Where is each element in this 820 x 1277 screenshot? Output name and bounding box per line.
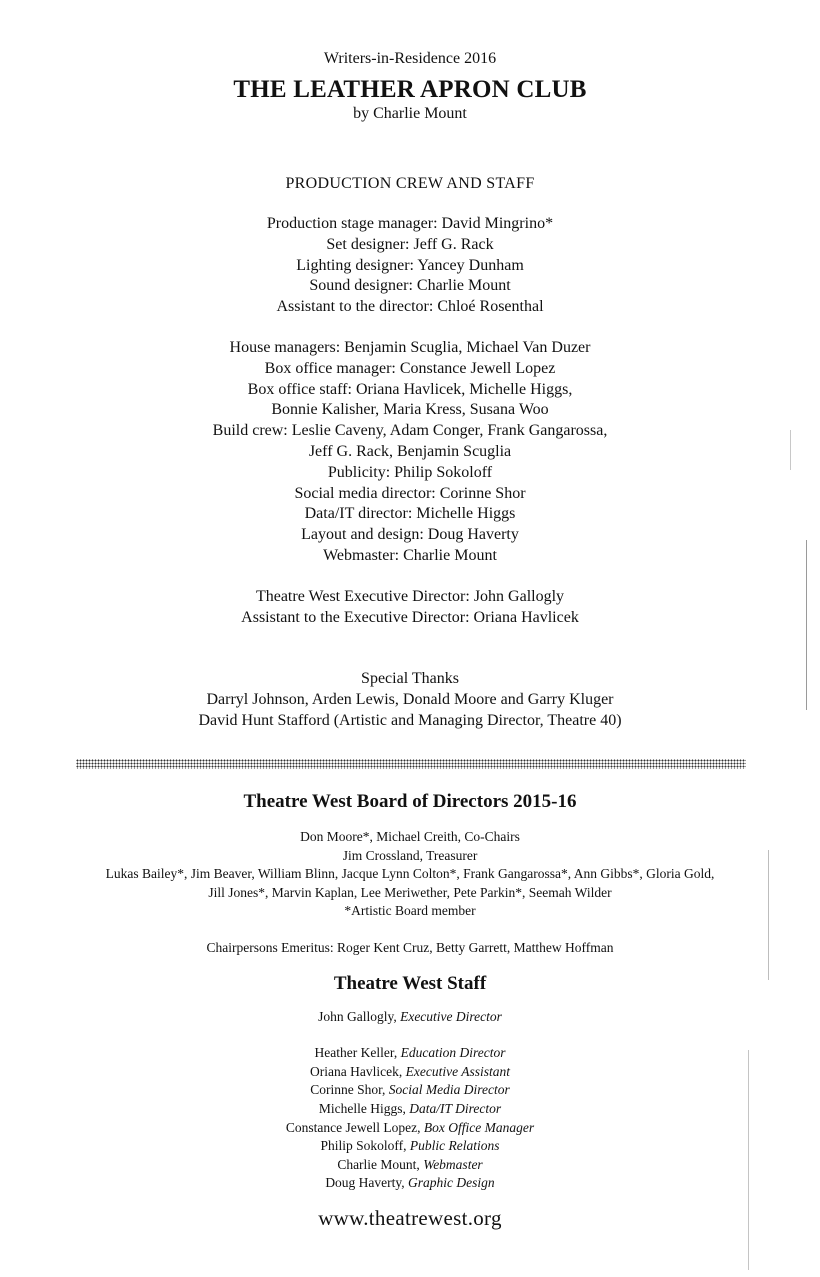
crew-line: Lighting designer: Yancey Dunham (296, 256, 524, 274)
crew-line: Assistant to the Executive Director: Oriana Havlicek (241, 608, 579, 626)
crew-line: Set designer: Jeff G. Rack (326, 235, 494, 253)
crew-line: Box office staff: Oriana Havlicek, Michelle Higgs, (247, 380, 573, 398)
scan-artifact (748, 1050, 749, 1270)
board-heading: Theatre West Board of Directors 2015-16 (243, 791, 577, 812)
staff-role: Executive Director (400, 1008, 502, 1024)
crew-line: Box office manager: Constance Jewell Lopez (264, 359, 556, 377)
chairpersons-emeritus: Chairpersons Emeritus: Roger Kent Cruz, Betty Garrett, Matthew Hoffman (206, 939, 614, 955)
play-title: THE LEATHER APRON CLUB (233, 76, 587, 103)
staff-member (0, 1119, 820, 1138)
staff-role: Graphic Design (408, 1175, 495, 1191)
crew-line: Production stage manager: David Mingrino* (266, 215, 554, 232)
staff-heading: Theatre West Staff (333, 972, 487, 994)
board-line: Jill Jones*, Marvin Kaplan, Lee Meriwether, Pete Parkin*, Seemah Wilder (208, 884, 612, 900)
staff-executive (0, 1008, 820, 1027)
crew-line: Assistant to the director: Chloé Rosenthal (276, 298, 544, 316)
staff-member (0, 1063, 820, 1082)
staff-member (0, 1044, 820, 1063)
production-crew-section (0, 174, 820, 732)
scan-artifact (806, 540, 807, 710)
crew-line: Layout and design: Doug Haverty (301, 526, 519, 544)
staff-name: Constance Jewell Lopez, (285, 1119, 424, 1135)
staff-member (0, 1081, 820, 1100)
crew-line: Bonnie Kalisher, Maria Kress, Susana Woo (271, 401, 549, 419)
board-line: Lukas Bailey*, Jim Beaver, William Blinn, Jacque Lynn Colton*, Frank Gangarossa*, Ann Gibbs*, Gloria Gold, (105, 866, 715, 882)
board-footnote: *Artistic Board member (344, 903, 476, 919)
crew-staff-group (0, 338, 820, 567)
thanks-heading: Special Thanks (361, 670, 459, 688)
board-line: Don Moore*, Michael Creith, Co-Chairs (300, 829, 520, 844)
play-byline: by Charlie Mount (353, 105, 467, 122)
crew-line: Data/IT director: Michelle Higgs (304, 505, 516, 523)
crew-line: Build crew: Leslie Caveny, Adam Conger, Frank Gangarossa, (212, 422, 608, 440)
crew-line: Sound designer: Charlie Mount (309, 277, 511, 295)
staff-role: Data/IT Director (409, 1100, 502, 1116)
staff-role: Webmaster (423, 1156, 483, 1172)
program-header (0, 49, 820, 123)
staff-role: Public Relations (409, 1138, 500, 1154)
scan-artifact (790, 430, 791, 470)
staff-list (0, 1044, 820, 1193)
crew-line: Webmaster: Charlie Mount (323, 546, 497, 564)
staff-name: Doug Haverty, (325, 1175, 409, 1191)
website-url: www.theatrewest.org (318, 1205, 502, 1230)
crew-line: Social media director: Corinne Shor (294, 484, 526, 502)
staff-role: Social Media Director (388, 1082, 510, 1098)
dotted-divider (76, 759, 746, 769)
crew-line: Jeff G. Rack, Benjamin Scuglia (308, 442, 512, 460)
staff-name: John Gallogly, (318, 1008, 401, 1024)
thanks-line: Darryl Johnson, Arden Lewis, Donald Moore and Garry Kluger (206, 691, 614, 709)
crew-heading: PRODUCTION CREW AND STAFF (285, 175, 535, 192)
scan-artifact (768, 850, 769, 980)
crew-line: Theatre West Executive Director: John Gallogly (255, 587, 565, 605)
special-thanks (0, 669, 820, 731)
board-line: Jim Crossland, Treasurer (342, 847, 478, 863)
crew-design-group (0, 214, 820, 318)
staff-name: Michelle Higgs, (318, 1100, 410, 1116)
staff-role: Box Office Manager (423, 1119, 535, 1135)
staff-name: Heather Keller, (314, 1045, 401, 1061)
staff-member (0, 1137, 820, 1156)
staff-name: Philip Sokoloff, (320, 1138, 410, 1154)
staff-member (0, 1174, 820, 1193)
board-members (0, 828, 820, 921)
thanks-line: David Hunt Stafford (Artistic and Managing Director, Theatre 40) (198, 711, 622, 729)
series-label: Writers-in-Residence 2016 (323, 50, 497, 67)
staff-name: Oriana Havlicek, (310, 1063, 406, 1079)
staff-member (0, 1100, 820, 1119)
staff-name: Charlie Mount, (337, 1156, 424, 1172)
board-section (0, 790, 820, 1231)
staff-member (0, 1156, 820, 1175)
staff-name: Corinne Shor, (310, 1082, 389, 1098)
staff-role: Education Director (400, 1045, 506, 1061)
crew-line: House managers: Benjamin Scuglia, Michael Van Duzer (229, 338, 591, 356)
crew-line: Publicity: Philip Sokoloff (327, 463, 493, 481)
staff-role: Executive Assistant (405, 1063, 510, 1079)
executive-group (0, 587, 820, 629)
